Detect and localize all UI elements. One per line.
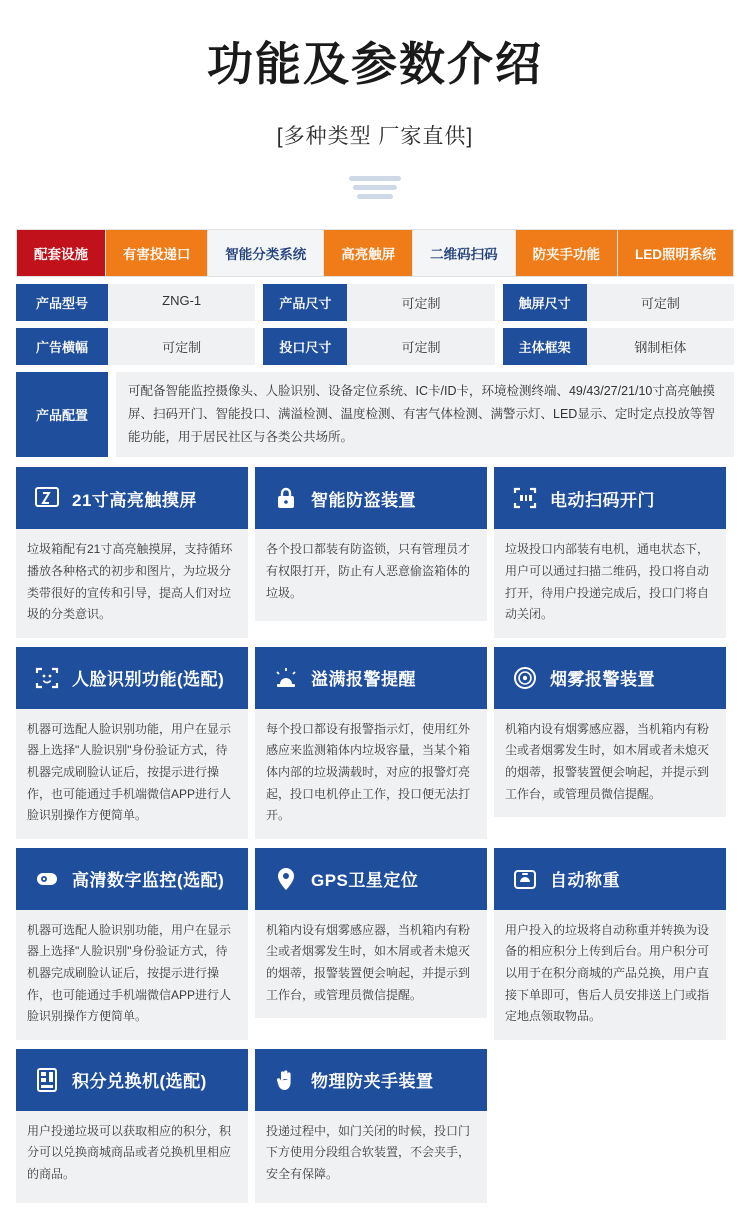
feature-card — [255, 467, 487, 637]
feature-grid — [16, 467, 734, 1211]
spec-row — [16, 328, 734, 365]
smoke-detector-icon — [510, 663, 540, 693]
feature-card-header — [16, 848, 248, 910]
face-id-icon — [32, 663, 62, 693]
feature-title: GPS卫星定位 — [311, 871, 419, 891]
feature-card — [494, 848, 726, 1040]
feature-card — [494, 647, 726, 839]
spec-label: 主体框架 — [503, 328, 587, 365]
tab-0[interactable]: 配套设施 — [17, 230, 106, 276]
tab-2[interactable]: 智能分类系统 — [208, 230, 324, 276]
feature-desc: 机箱内设有烟雾感应器，当机箱内有粉尘或者烟雾发生时，如木屑或者未熄灭的烟蒂，报警装置便会响起，并提示到工作台，或管理员微信提醒。 — [494, 709, 726, 817]
cctv-camera-icon — [32, 864, 62, 894]
scan-icon — [510, 483, 540, 513]
vending-machine-icon — [32, 1065, 62, 1095]
feature-title: 21寸高亮触摸屏 — [72, 490, 197, 510]
spec-value: 可定制 — [108, 328, 255, 365]
tab-3[interactable]: 高亮触屏 — [324, 230, 413, 276]
feature-desc: 用户投入的垃圾将自动称重并转换为设备的相应积分上传到后台。用户积分可以用于在积分商城的产品兑换，用户直接下单即可，售后人员安排送上门或指定地点领取物品。 — [494, 910, 726, 1040]
tab-5[interactable]: 防夹手功能 — [516, 230, 618, 276]
spec-value: 可定制 — [347, 284, 494, 321]
spec-label: 广告横幅 — [16, 328, 108, 365]
feature-card — [16, 647, 248, 839]
feature-card — [494, 467, 726, 637]
feature-card-header — [255, 467, 487, 529]
decorative-divider — [345, 176, 405, 199]
feature-desc: 垃圾箱配有21寸高亮触摸屏，支持循环播放各种格式的初步和图片，为垃圾分类带很好的宣传和引导，提高人们对垃圾的分类意识。 — [16, 529, 248, 637]
page-title: 功能及参数介绍 — [207, 38, 543, 90]
tab-1[interactable]: 有害投递口 — [106, 230, 208, 276]
feature-card-header — [16, 467, 248, 529]
feature-title: 电动扫码开门 — [550, 490, 655, 510]
screen-icon — [32, 483, 62, 513]
lock-icon — [271, 483, 301, 513]
page-root — [0, 28, 750, 1212]
spec-row — [16, 284, 734, 321]
feature-card-header — [494, 647, 726, 709]
spec-label: 产品型号 — [16, 284, 108, 321]
weighing-scale-icon — [510, 864, 540, 894]
hand-icon — [271, 1065, 301, 1095]
feature-title: 智能防盗装置 — [311, 490, 416, 510]
feature-desc: 垃圾投口内部装有电机，通电状态下，用户可以通过扫描二维码，投口将自动打开，待用户投递完成后，投口门将自动关闭。 — [494, 529, 726, 637]
config-label: 产品配置 — [16, 372, 108, 457]
feature-card-header — [494, 467, 726, 529]
tab-6[interactable]: LED照明系统 — [618, 230, 733, 276]
spec-table — [16, 284, 734, 457]
feature-card — [255, 1049, 487, 1203]
feature-card — [255, 647, 487, 839]
feature-desc: 机箱内设有烟雾感应器，当机箱内有粉尘或者烟雾发生时，如木屑或者未熄灭的烟蒂，报警装置便会响起，并提示到工作台，或管理员微信提醒。 — [255, 910, 487, 1018]
spec-label: 触屏尺寸 — [503, 284, 587, 321]
feature-card — [16, 848, 248, 1040]
config-row — [16, 372, 734, 457]
feature-title: 人脸识别功能(选配) — [72, 670, 225, 690]
feature-card-header — [255, 1049, 487, 1111]
feature-card-header — [255, 848, 487, 910]
feature-tab-strip — [16, 229, 734, 277]
feature-title: 自动称重 — [550, 871, 620, 891]
feature-card-header — [494, 848, 726, 910]
feature-card — [16, 1049, 248, 1203]
spec-label: 产品尺寸 — [263, 284, 347, 321]
alarm-light-icon — [271, 663, 301, 693]
gps-pin-icon — [271, 864, 301, 894]
feature-title: 积分兑换机(选配) — [72, 1072, 207, 1092]
feature-card-header — [255, 647, 487, 709]
feature-title: 溢满报警提醒 — [311, 670, 416, 690]
feature-desc: 用户投递垃圾可以获取相应的积分，积分可以兑换商城商品或者兑换机里相应的商品。 — [16, 1111, 248, 1203]
feature-desc: 投递过程中，如门关闭的时候，投口门下方使用分段组合软装置，不会夹手，安全有保障。 — [255, 1111, 487, 1203]
page-subtitle: [多种类型 厂家直供] — [276, 125, 474, 148]
spec-value: 可定制 — [347, 328, 494, 365]
feature-title: 烟雾报警装置 — [550, 670, 655, 690]
feature-desc: 机器可选配人脸识别功能，用户在显示器上选择"人脸识别"身份验证方式，待机器完成刷脸认证后，按提示进行操作，也可能通过手机端微信APP进行人脸识别操作方便简单。 — [16, 709, 248, 839]
feature-desc: 各个投口都装有防盗锁，只有管理员才有权限打开，防止有人恶意偷盗箱体的垃圾。 — [255, 529, 487, 621]
spec-value: 可定制 — [587, 284, 734, 321]
spec-value: 钢制柜体 — [587, 328, 734, 365]
tab-4[interactable]: 二维码扫码 — [413, 230, 515, 276]
feature-card — [16, 467, 248, 637]
feature-title: 物理防夹手装置 — [311, 1072, 434, 1092]
config-value: 可配备智能监控摄像头、人脸识别、设备定位系统、IC卡/ID卡，环境检测终端、49/43/27/21/10寸高亮触摸屏、扫码开门、智能投口、满溢检测、温度检测、有害气体检测、满警示灯、LED显示、定时定点投放等智能功能，用于居民社区与各类公共场所。 — [116, 372, 734, 457]
feature-card — [255, 848, 487, 1040]
feature-desc: 机器可选配人脸识别功能，用户在显示器上选择"人脸识别"身份验证方式，待机器完成刷脸认证后，按提示进行操作，也可能通过手机端微信APP进行人脸识别操作方便简单。 — [16, 910, 248, 1040]
spec-value: ZNG-1 — [108, 284, 255, 321]
feature-card-header — [16, 1049, 248, 1111]
feature-title: 高清数字监控(选配) — [72, 871, 225, 891]
feature-desc: 每个投口都设有报警指示灯，使用红外感应来监测箱体内垃圾容量，当某个箱体内部的垃圾满载时，对应的报警灯亮起，投口电机停止工作，投口便无法打开。 — [255, 709, 487, 839]
feature-card-header — [16, 647, 248, 709]
spec-label: 投口尺寸 — [263, 328, 347, 365]
